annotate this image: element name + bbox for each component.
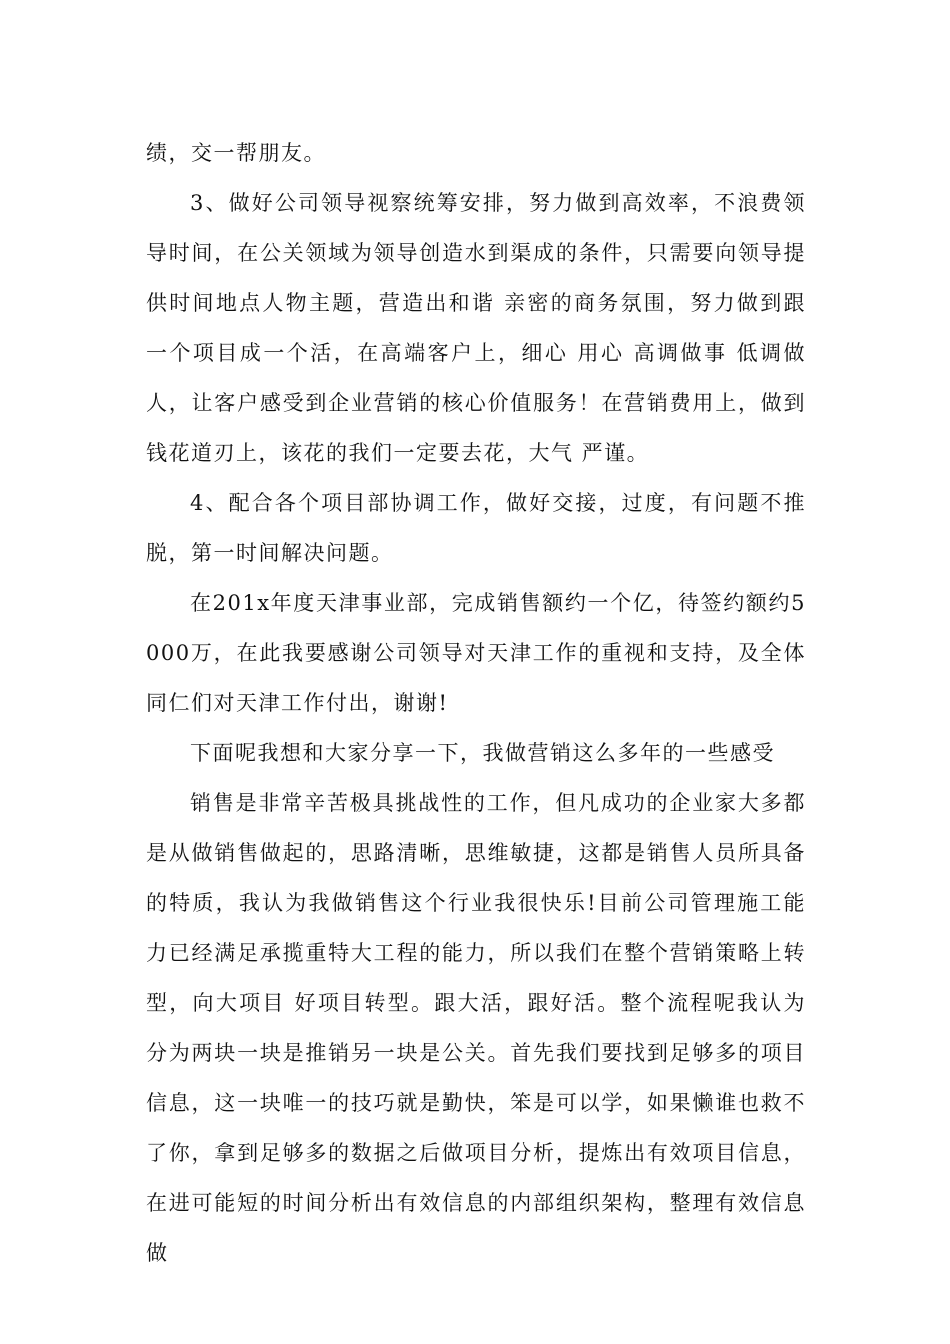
paragraph-4: 在201x年度天津事业部，完成销售额约一个亿，待签约额约5000万，在此我要感谢公司领导对天津工作的重视和支持，及全体同仁们对天津工作付出，谢谢! [146,591,806,715]
paragraph-6: 销售是非常辛苦极具挑战性的工作，但凡成功的企业家大多都是从做销售做起的，思路清晰，思维敏捷，这都是销售人员所具备的特质，我认为我做销售这个行业我很快乐!目前公司管理施工能力已经满足承揽重特大工程的能力，所以我们在整个营销策略上转型，向大项目 好项目转型。跟大活，跟好活。整个流程呢我认为分为两块一块是推销另一块是公关。首先我们要找到足够多的项目信息，这一块唯一的技巧就是勤快，笨是可以学，如果懒谁也救不了你，拿到足够多的数据之后做项目分析，提炼出有效项目信息，在进可能短的时间分析出有效信息的内部组织架构，整理有效信息做 [146,791,806,1265]
paragraph-2: 3、做好公司领导视察统筹安排，努力做到高效率，不浪费领导时间，在公关领域为领导创造水到渠成的条件，只需要向领导提供时间地点人物主题，营造出和谐 亲密的商务氛围，努力做到跟一个项目成一个活，在高端客户上，细心 用心 高调做事 低调做人，让客户感受到企业营销的核心价值服务！在营销费用上，做到钱花道刃上，该花的我们一定要去花，大气 严谨。 [146,191,806,465]
paragraph-1: 绩，交一帮朋友。 [146,141,326,165]
paragraph-5: 下面呢我想和大家分享一下，我做营销这么多年的一些感受 [190,741,775,765]
paragraph-3: 4、配合各个项目部协调工作，做好交接，过度，有问题不推脱，第一时间解决问题。 [146,491,806,565]
document-body [146,128,806,1278]
